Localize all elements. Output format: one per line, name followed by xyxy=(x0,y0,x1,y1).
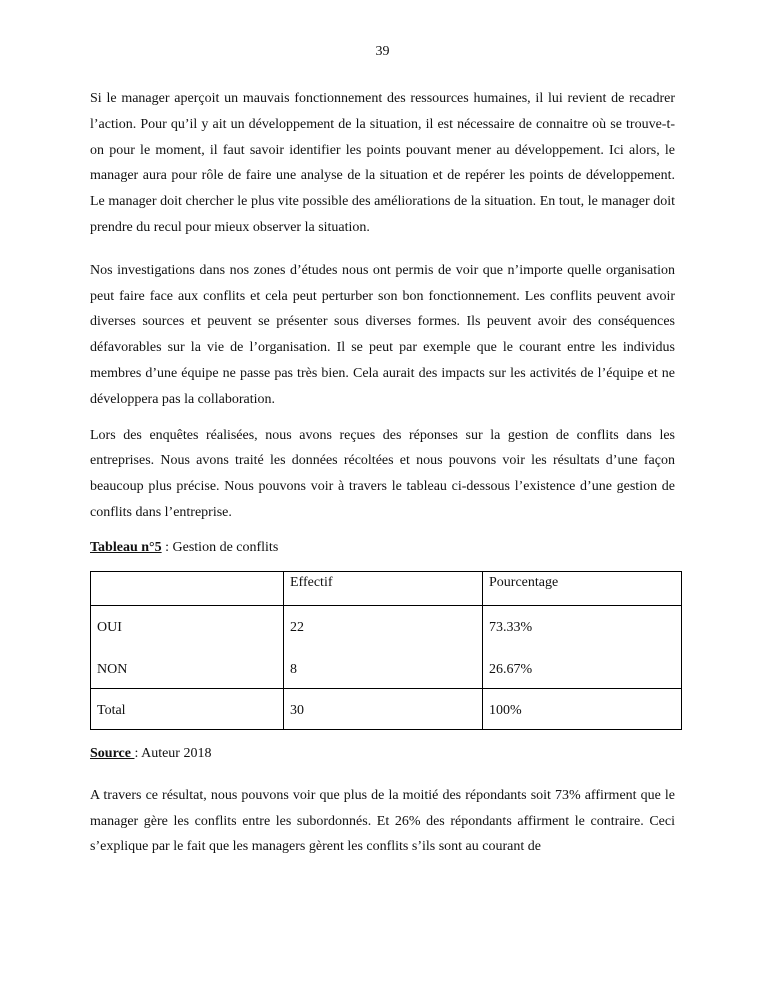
effectif-oui: 22 xyxy=(290,619,304,635)
table-caption xyxy=(90,538,675,558)
paragraph-2: Nos investigations dans nos zones d’études nous ont permis de voir que n’importe quelle organisation peut faire face aux conflits et cela peut perturber son bon fonctionnement. Les conflits peuvent avoir diverses sources et peuvent se présenter sous diverses formes. Ils peuvent avoir des conséquences défavorables sur la vie de l’organisation. Il se peut par exemple que le courant entre les individus membres d’une équipe ne passe pas très bien. Cela aurait des impacts sur les activités de l’équipe et ne développera pas la collaboration. xyxy=(90,262,675,407)
pourcentage-oui: 73.33% xyxy=(489,619,533,635)
paragraph-1: Si le manager aperçoit un mauvais fonctionnement des ressources humaines, il lui revient de recadrer l’action. Pour qu’il y ait un développement de la situation, il est nécessaire de connaitre où se trouve-t-on pour le moment, il faut savoir identifier les points pouvant mener au développement. Ici alors, le manager aura pour rôle de faire une analyse de la situation et de repérer les points de développement. Le manager doit chercher le plus vite possible des améliorations de la situation. En tout, le manager doit prendre du recul pour mieux observer la situation. xyxy=(90,91,675,235)
paragraph-4: A travers ce résultat, nous pouvons voir que plus de la moitié des répondants soit 73% affirment que le manager gère les conflits entre les subordonnés. Et 26% des répondants affirment le contraire. Ceci s’explique par le fait que les managers gèrent les conflits s’ils sont au courant de xyxy=(90,787,675,855)
table-cell xyxy=(284,605,483,688)
paragraph-3: Lors des enquêtes réalisées, nous avons reçues des réponses sur la gestion de conflits dans les entreprises. Nous avons traité les données récoltées et nous pouvons voir les résultats d’une façon beaucoup plus précise. Nous pouvons voir à travers le tableau ci-dessous l’existence d’une gestion de conflits dans l’entreprise. xyxy=(90,427,675,520)
table-header-cell: Pourcentage xyxy=(483,571,682,605)
table-cell: 100% xyxy=(483,688,682,729)
source-line xyxy=(90,744,675,764)
table-header-cell: Effectif xyxy=(284,571,483,605)
table-cell xyxy=(483,605,682,688)
source-label: Source xyxy=(90,745,135,761)
table-cell: Total xyxy=(91,688,284,729)
source-text: : Auteur 2018 xyxy=(134,745,212,761)
table-cell xyxy=(91,605,284,688)
table-row-total xyxy=(91,688,682,729)
page-content xyxy=(90,86,675,860)
table-cell: 30 xyxy=(284,688,483,729)
effectif-non: 8 xyxy=(290,661,297,677)
table-row xyxy=(91,605,682,688)
row-label-non: NON xyxy=(97,661,128,677)
table-header-cell xyxy=(91,571,284,605)
table-caption-label: Tableau n°5 xyxy=(90,539,162,555)
pourcentage-non: 26.67% xyxy=(489,661,533,677)
table-header-row xyxy=(91,571,682,605)
table-caption-text: : Gestion de conflits xyxy=(161,539,279,555)
conflict-management-table xyxy=(90,571,682,730)
page-number: 39 xyxy=(375,44,390,59)
row-label-oui: OUI xyxy=(97,619,122,635)
